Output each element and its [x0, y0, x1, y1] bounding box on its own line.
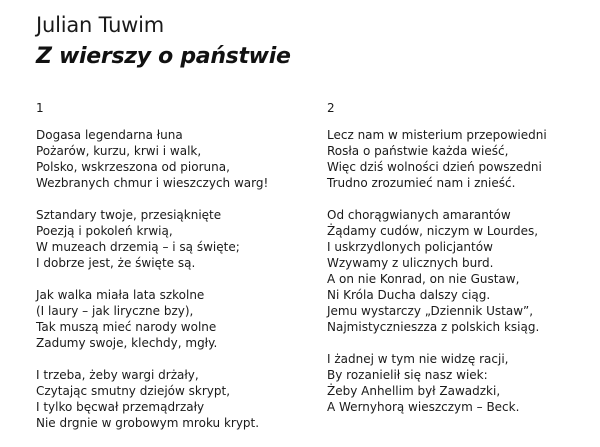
stanza: [36, 287, 316, 351]
verse-line: By rozanielił się nasz wiek:: [327, 368, 488, 382]
stanza: [36, 367, 316, 431]
verse-line: Nie drgnie w grobowym mroku krypt.: [36, 416, 260, 430]
verse-line: Trudno zrozumieć nam i znieść.: [327, 176, 516, 190]
verse-line: I żadnej w tym nie widzę racji,: [327, 352, 509, 366]
verse-line: Poezją i pokoleń krwią,: [36, 224, 173, 238]
verse-line: (I laury – jak liryczne bzy),: [36, 304, 194, 318]
verse-line: Pożarów, kurzu, krwi i walk,: [36, 144, 202, 158]
verse-line: Żeby Anhellim był Zawadzki,: [327, 384, 501, 398]
verse-line: Dogasa legendarna łuna: [36, 128, 183, 142]
verse-line: Zadumy swoje, klechdy, mgły.: [36, 336, 218, 350]
stanza: [327, 207, 600, 335]
poem-title: Z wierszy o państwie: [36, 44, 291, 69]
verse-line: Tak muszą mieć narody wolne: [36, 320, 217, 334]
stanza: [36, 207, 316, 271]
section-number: 1: [36, 101, 44, 115]
verse-line: Ni Króla Ducha dalszy ciąg.: [327, 288, 491, 302]
verse-line: Czytając smutny dziejów skrypt,: [36, 384, 231, 398]
verse-line: I uskrzydlonych policjantów: [327, 240, 493, 254]
verse-line: Polsko, wskrzeszona od pioruna,: [36, 160, 230, 174]
verse-line: W muzeach drzemią – i są święte;: [36, 240, 240, 254]
verse-line: Wzywamy z ulicznych burd.: [327, 256, 494, 270]
stanza: [36, 127, 316, 191]
section-2: [327, 100, 600, 431]
verse-line: Żądamy cudów, niczym w Lourdes,: [327, 224, 539, 238]
verse-line: Jemu wystarczy „Dziennik Ustaw”,: [327, 304, 534, 318]
verse-line: A Wernyhorą wieszczym – Beck.: [327, 400, 520, 414]
verse-line: Rosła o państwie każda wieść,: [327, 144, 509, 158]
section-1: [36, 100, 316, 447]
verse-line: A on nie Konrad, on nie Gustaw,: [327, 272, 520, 286]
verse-line: I dobrze jest, że święte są.: [36, 256, 196, 270]
stanza: [327, 351, 600, 415]
verse-line: I tylko bęcwał przemądrzały: [36, 400, 205, 414]
verse-line: Lecz nam w misterium przepowiedni: [327, 128, 547, 142]
verse-line: Sztandary twoje, przesiąknięte: [36, 208, 222, 222]
verse-line: Więc dziś wolności dzień powszedni: [327, 160, 542, 174]
section-number: 2: [327, 101, 335, 115]
verse-line: Od chorągwianych amarantów: [327, 208, 511, 222]
stanza: [327, 127, 600, 191]
verse-line: Wezbranych chmur i wieszczych warg!: [36, 176, 269, 190]
verse-line: Jak walka miała lata szkolne: [36, 288, 205, 302]
verse-line: I trzeba, żeby wargi drżały,: [36, 368, 199, 382]
verse-line: Najmistycznieszza z polskich ksiąg.: [327, 320, 540, 334]
author-name: Julian Tuwim: [36, 13, 165, 37]
